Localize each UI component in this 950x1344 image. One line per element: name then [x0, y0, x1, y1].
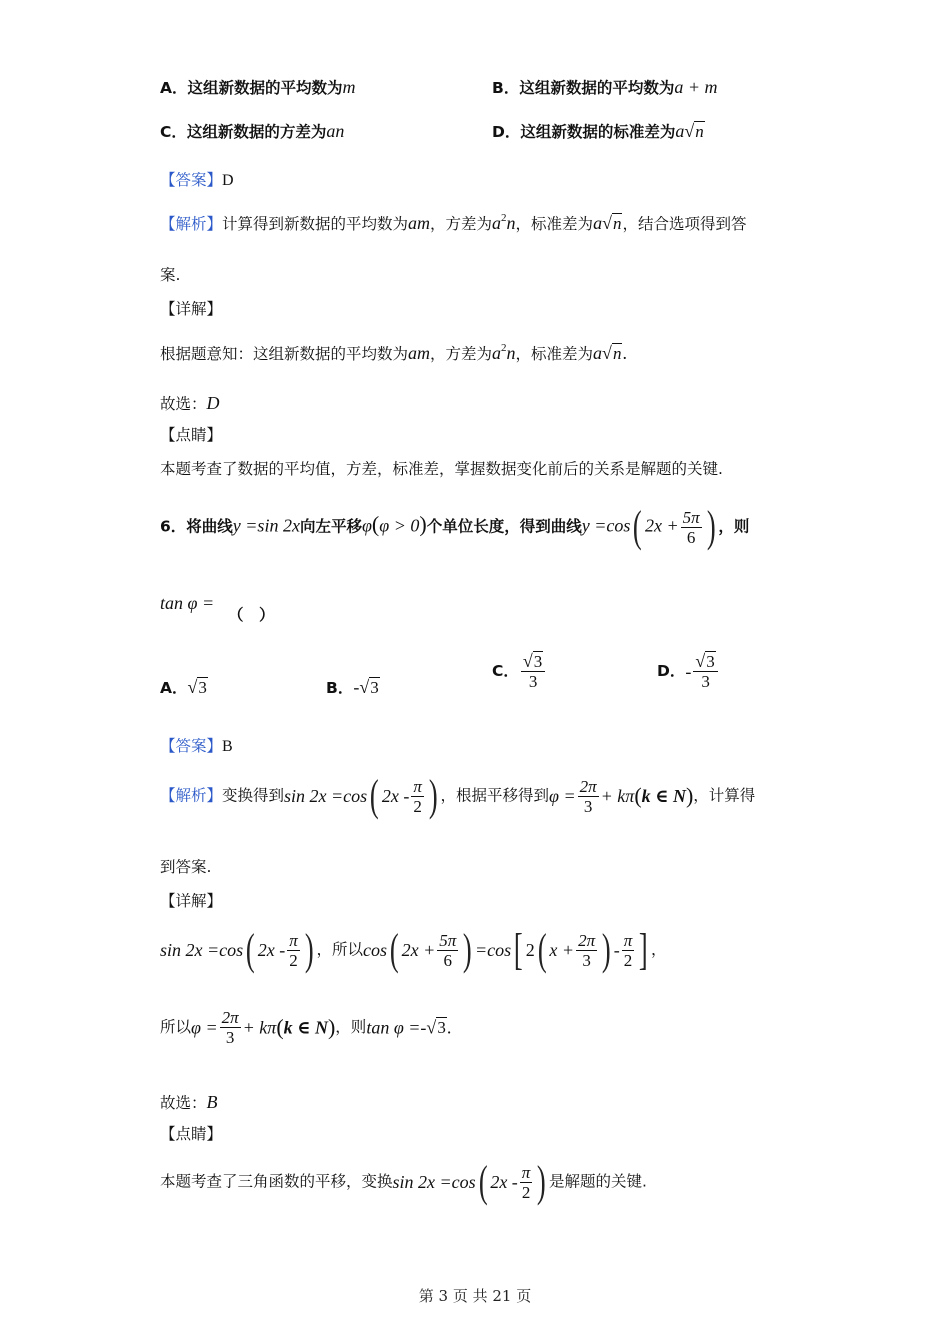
- q5-answer: 【答案】D: [160, 171, 234, 189]
- q6-analysis-cont: 到答案.: [160, 858, 212, 876]
- q6-comment-text: 本题考查了三角函数的平移，变换sin 2x =cos( 2x - $\frac{\pi}{2}$ ) 是解题的关键.: [160, 1157, 647, 1206]
- q5-option-c: C．这组新数据的方差为an: [160, 121, 345, 141]
- q6-stem: 6．将曲线y =sin 2x向左平移φ(φ > 0)个单位长度，得到曲线y =cos( 2x + $\frac{5\pi}{6}$ ) ，则: [160, 502, 750, 551]
- q5-option-a: A．这组新数据的平均数为m: [160, 77, 356, 97]
- math-an: an: [326, 121, 345, 141]
- q5-comment-text: 本题考查了数据的平均值，方差，标准差，掌握数据变化前后的关系是解题的关键.: [160, 460, 723, 478]
- q5-option-b: B．这组新数据的平均数为a + m: [492, 77, 718, 97]
- q5-analysis-cont: 案.: [160, 266, 181, 284]
- q5-analysis: 【解析】计算得到新数据的平均数为am，方差为$a^2n$，标准差为a√n，结合选项得到答: [160, 212, 747, 233]
- q5-detail: 根据题意知：这组新数据的平均数为am，方差为$a^2n$，标准差为a√n.: [160, 342, 627, 363]
- q5-option-d: D．这组新数据的标准差为a√n: [492, 121, 704, 141]
- q6-detail-line2: 所以φ = $\frac{2\pi}{3}$ + kπ(k ∈ N)，则tan φ =-√3.: [160, 1008, 452, 1047]
- q6-detail-line1: sin 2x =cos( 2x - $\frac{\pi}{2}$ ) ，所以cos( 2x + $\frac{5\pi}{6}$ ) =cos[ 2( x + $\frac{2\pi}{3}$ ) - $\frac{\pi}{2}$ ] ，: [160, 925, 667, 974]
- q5-comment-tag: 【点睛】: [160, 426, 223, 444]
- q5-detail-tag: 【详解】: [160, 300, 223, 318]
- answer-tag: 【答案】: [160, 171, 223, 189]
- q6-option-a: A．√3: [160, 677, 207, 697]
- q6-option-b: B．-√3: [326, 677, 379, 697]
- q6-option-d: D．- $\frac{√3}{3}$: [657, 652, 720, 691]
- page-footer: 第 3 页 共 21 页: [418, 1287, 532, 1305]
- q5-choose: 故选：D: [160, 393, 220, 413]
- q6-option-c: C． $\frac{√3}{3}$: [492, 652, 547, 691]
- q6-stem-tan: tan φ =: [160, 593, 215, 613]
- q6-blank: （ ）: [228, 606, 275, 624]
- q6-comment-tag: 【点睛】: [160, 1125, 223, 1143]
- q6-detail-tag: 【详解】: [160, 892, 223, 910]
- q6-answer: 【答案】B: [160, 737, 233, 755]
- analysis-tag: 【解析】: [160, 786, 223, 805]
- q6-analysis: 【解析】变换得到sin 2x =cos( 2x - $\frac{\pi}{2}$ ) ，根据平移得到φ = $\frac{2\pi}{3}$ + kπ(k ∈ N)，计算得: [160, 771, 756, 820]
- math-a-plus-m: a + m: [674, 77, 718, 97]
- q6-choose: 故选：B: [160, 1092, 218, 1112]
- analysis-tag: 【解析】: [160, 215, 223, 233]
- answer-tag: 【答案】: [160, 737, 223, 755]
- math-m: m: [342, 77, 356, 97]
